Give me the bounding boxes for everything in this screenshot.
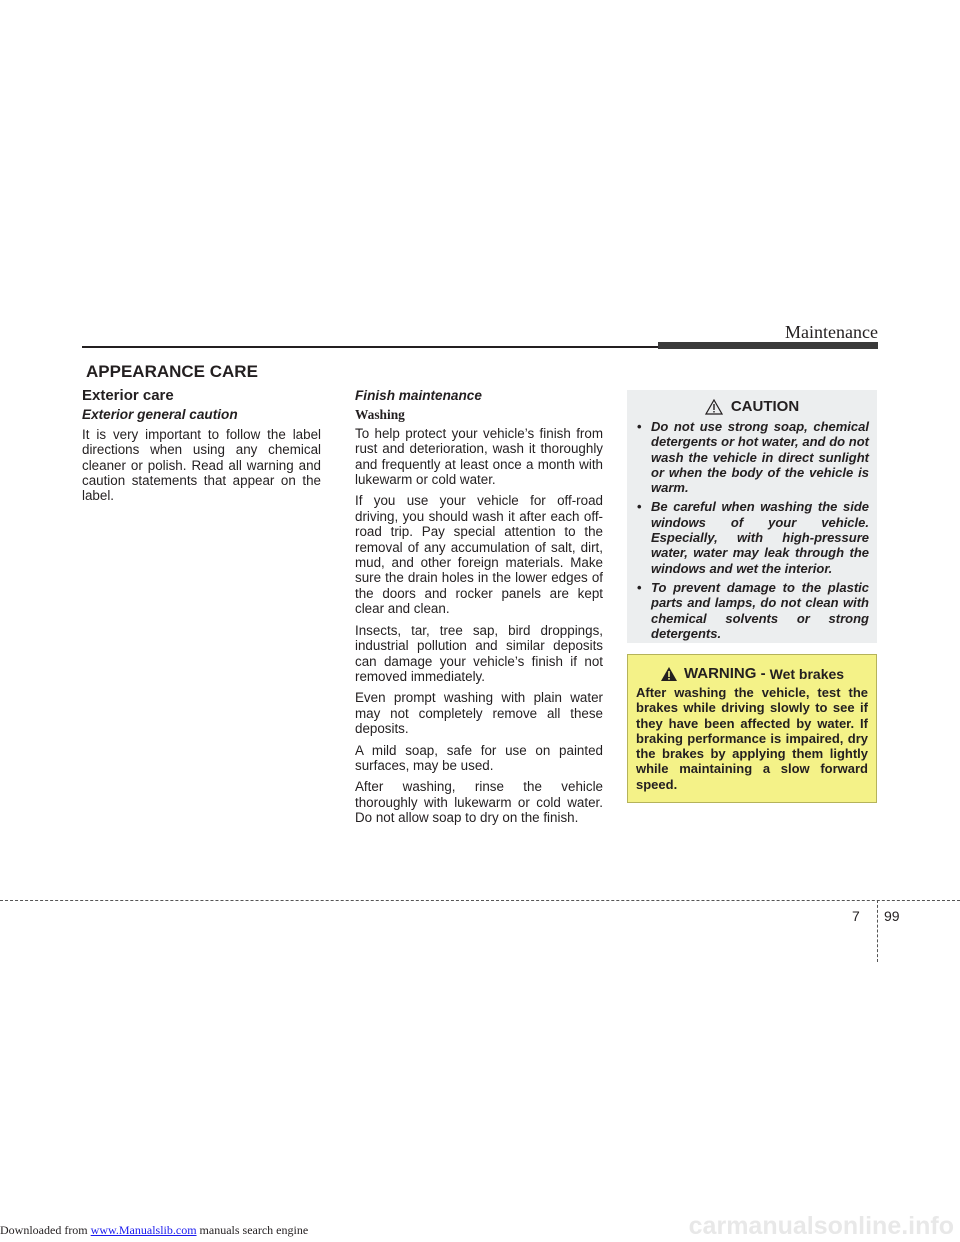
warning-header — [636, 665, 868, 682]
caution-list — [635, 419, 869, 641]
paragraph: It is very important to follow the label directions when using any chemical cleaner or polish. Read all warning and caution statements that appear on the label. — [82, 426, 321, 504]
page-number: 99 — [884, 908, 900, 924]
header-rule — [82, 346, 660, 348]
finish-maintenance-heading: Finish maintenance — [355, 388, 482, 403]
section-label: Maintenance — [785, 322, 878, 342]
warning-box — [627, 654, 877, 803]
caution-item: • To prevent damage to the plastic parts and lamps, do not clean with chemical solvents or strong detergents. — [635, 580, 869, 641]
watermark: carmanualsonline.info — [688, 1212, 954, 1240]
footer-prefix: Downloaded from — [0, 1223, 91, 1237]
exterior-caution-subheading: Exterior general caution — [82, 407, 238, 423]
column-exterior-care — [82, 388, 321, 510]
footer-suffix: manuals search engine — [196, 1223, 309, 1237]
paragraph: Even prompt washing with plain water may not completely remove all these deposits. — [355, 690, 603, 737]
caution-item: • Do not use strong soap, chemical detergents or hot water, and do not wash the vehicle in direct sunlight or when the body of the vehicle is warm. — [635, 419, 869, 495]
paragraph: A mild soap, safe for use on painted surfaces, may be used. — [355, 742, 603, 773]
warning-subtitle: Wet brakes — [769, 665, 845, 682]
paragraph: Insects, tar, tree sap, bird droppings, industrial pollution and similar deposits can damage your vehicle’s finish if not removed immediately. — [355, 622, 603, 684]
page-title: APPEARANCE CARE — [86, 362, 258, 381]
caution-item: • Be careful when washing the side windows of your vehicle. Especially, with high-pressure water, water may leak through the windows and wet the interior. — [635, 499, 869, 575]
footer-divider — [0, 900, 960, 901]
page-number-divider — [877, 900, 878, 962]
paragraph: To help protect your vehicle’s finish from rust and deterioration, wash it thoroughly and frequently at least once a month with lukewarm or cold water. — [355, 425, 603, 488]
paragraph: After washing, rinse the vehicle thoroughly with lukewarm or cold water. Do not allow soap to dry on the finish. — [355, 779, 603, 826]
exterior-care-heading: Exterior care — [82, 387, 174, 404]
warning-body: After washing the vehicle, test the brakes while driving slowly to see if they have been affected by water. If braking performance is impaired, dry the brakes by applying them lightly while maintaining a slow forward speed. — [636, 685, 868, 792]
caution-title: CAUTION — [730, 398, 800, 415]
paragraph: If you use your vehicle for off-road driving, you should wash it after each off-road trip. Pay special attention to the removal of any accumulation of salt, dirt, mud, and other foreign materials. Make sure the drain holes in the lower edges of the doors and rocker panels are kept clear and clean. — [355, 493, 603, 617]
chapter-number: 7 — [852, 908, 860, 924]
warning-triangle-icon — [660, 666, 678, 682]
washing-subheading: Washing — [355, 407, 405, 423]
column-finish-maintenance — [355, 388, 603, 832]
header-rule-accent — [658, 342, 878, 349]
caution-triangle-icon — [705, 399, 723, 415]
caution-box — [627, 390, 877, 643]
caution-header — [635, 398, 869, 415]
warning-title: WARNING - — [683, 665, 766, 682]
manualslib-link[interactable]: www.Manualslib.com — [90, 1223, 197, 1237]
download-footer — [0, 1223, 308, 1238]
